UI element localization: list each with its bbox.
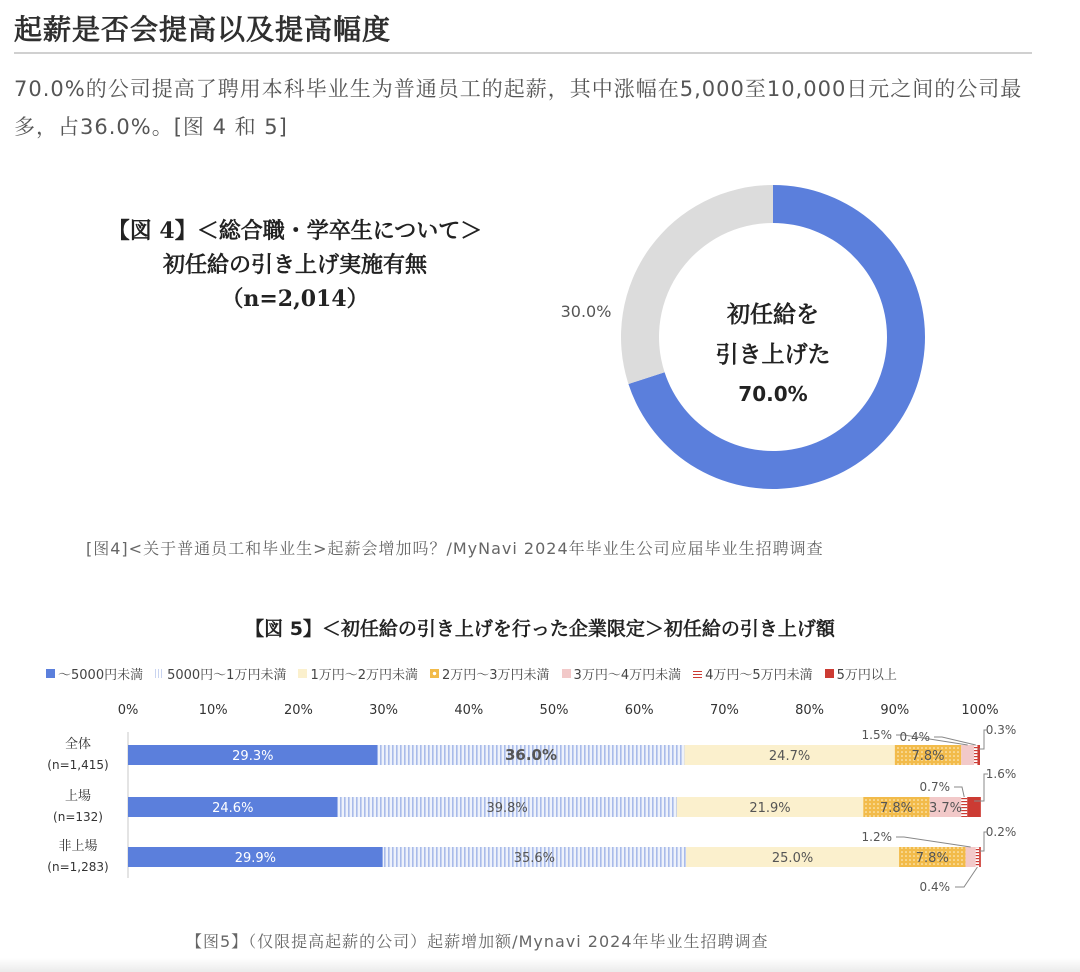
legend-item — [298, 664, 418, 683]
x-tick-label: 80% — [795, 703, 825, 718]
bar-segment — [961, 745, 974, 765]
bar-value-label: 35.6% — [513, 851, 556, 866]
bar-value-label: 7.8% — [915, 851, 949, 866]
bar-value-label: 7.8% — [911, 749, 945, 764]
legend-item — [430, 664, 550, 683]
legend-swatch — [46, 669, 55, 678]
callout-label: 0.7% — [919, 780, 950, 794]
page-title: 起薪是否会提高以及提高幅度 — [14, 13, 392, 46]
callout-leader — [954, 787, 964, 797]
legend-label: 5000円～1万円未満 — [167, 668, 287, 683]
x-tick-label: 30% — [369, 703, 399, 718]
x-tick-label: 60% — [624, 703, 654, 718]
category-label: 上場 — [64, 789, 92, 804]
callout-label: 1.5% — [861, 728, 892, 742]
intro-paragraph: 70.0%的公司提高了聘用本科毕业生为普通员工的起薪，其中涨幅在5,000至10,000日元之间的公司最多，占36.0%。[图 4 和 5] — [14, 77, 1023, 139]
x-tick-label: 70% — [709, 703, 739, 718]
x-tick-label: 50% — [539, 703, 569, 718]
figure4-title-line-2: 初任給の引き上げ実施有無 — [162, 252, 427, 278]
legend-item — [562, 664, 682, 683]
donut-slice-2-label: 30.0% — [560, 302, 612, 321]
legend-swatch — [562, 669, 571, 678]
bar-segment — [977, 745, 980, 765]
figure4-title-line-1: 【図 4】＜総合職・学卒生について＞ — [107, 218, 483, 244]
callout-leader — [955, 867, 977, 887]
bar-value-label: 29.3% — [232, 749, 274, 764]
callout-label: 0.4% — [899, 730, 930, 744]
x-tick-label: 40% — [454, 703, 484, 718]
callout-label: 0.4% — [919, 880, 950, 894]
bar-value-label: 25.0% — [771, 851, 814, 866]
legend-item — [693, 664, 813, 683]
legend-swatch — [693, 669, 702, 678]
category-label: 全体 — [64, 737, 92, 752]
bar-segment — [974, 745, 977, 765]
figure5-legend — [46, 664, 897, 683]
legend-label: 1万円～2万円未満 — [310, 668, 418, 683]
legend-swatch — [825, 669, 834, 678]
category-label: 非上場 — [58, 839, 98, 854]
x-tick-label: 0% — [117, 703, 139, 718]
legend-label: 5万円以上 — [836, 668, 897, 683]
bar-value-label: 29.9% — [234, 851, 277, 866]
bar-value-label: 21.9% — [749, 801, 791, 816]
bar-value-label: 24.7% — [768, 749, 811, 764]
bar-value-label: 24.6% — [212, 801, 254, 816]
legend-item — [825, 664, 897, 683]
figure4-title — [60, 214, 530, 316]
x-tick-label: 20% — [283, 703, 313, 718]
title-divider — [14, 52, 1032, 54]
donut-center-label-3: 70.0% — [738, 382, 808, 406]
bar-segment — [966, 847, 976, 867]
stacked-bar-chart — [0, 690, 1080, 900]
callout-label: 0.3% — [985, 723, 1017, 737]
category-n-label: (n=1,283) — [47, 860, 109, 874]
legend-item — [155, 664, 286, 683]
bar-segment — [979, 847, 981, 867]
figure4-caption: [图4]<关于普通员工和毕业生>起薪会增加吗？/MyNavi 2024年毕业生公司应届毕业生招聘调查 — [86, 539, 824, 558]
donut-center-label-1: 初任給を — [727, 302, 819, 328]
callout-leader — [896, 837, 971, 847]
bar-value-label: 36.0% — [504, 746, 558, 764]
bar-value-label: 7.8% — [879, 801, 914, 816]
callout-label: 1.2% — [861, 830, 892, 844]
bottom-shade — [0, 958, 1080, 972]
category-n-label: (n=132) — [53, 810, 103, 824]
x-tick-label: 10% — [198, 703, 228, 718]
legend-label: 2万円～3万円未満 — [442, 668, 550, 683]
bar-value-label: 39.8% — [486, 801, 528, 816]
x-tick-label: 90% — [880, 703, 910, 718]
bar-segment — [967, 797, 981, 817]
figure5-title: 【図 5】＜初任給の引き上げを行った企業限定＞初任給の引き上げ額 — [245, 618, 835, 640]
legend-swatch — [155, 669, 164, 678]
figure5-caption: 【图5】（仅限提高起薪的公司）起薪增加额/Mynavi 2024年毕业生招聘调查 — [186, 932, 769, 951]
x-tick-label: 100% — [961, 703, 999, 718]
category-n-label: (n=1,415) — [47, 758, 109, 772]
legend-swatch — [298, 669, 307, 678]
bar-segment — [976, 847, 979, 867]
legend-item — [46, 664, 143, 683]
legend-label: 4万円～5万円未満 — [705, 668, 813, 683]
legend-label: ～5000円未満 — [58, 668, 144, 683]
bar-value-label: 3.7% — [928, 801, 963, 816]
bar-segment — [961, 797, 967, 817]
legend-label: 3万円～4万円未満 — [573, 668, 682, 683]
donut-chart — [556, 180, 996, 510]
callout-label: 0.2% — [985, 825, 1017, 839]
legend-swatch — [430, 669, 439, 678]
callout-label: 1.6% — [985, 767, 1017, 781]
donut-center-label-2: 引き上げた — [715, 342, 831, 368]
figure4-title-line-3: （n=2,014） — [221, 286, 369, 312]
